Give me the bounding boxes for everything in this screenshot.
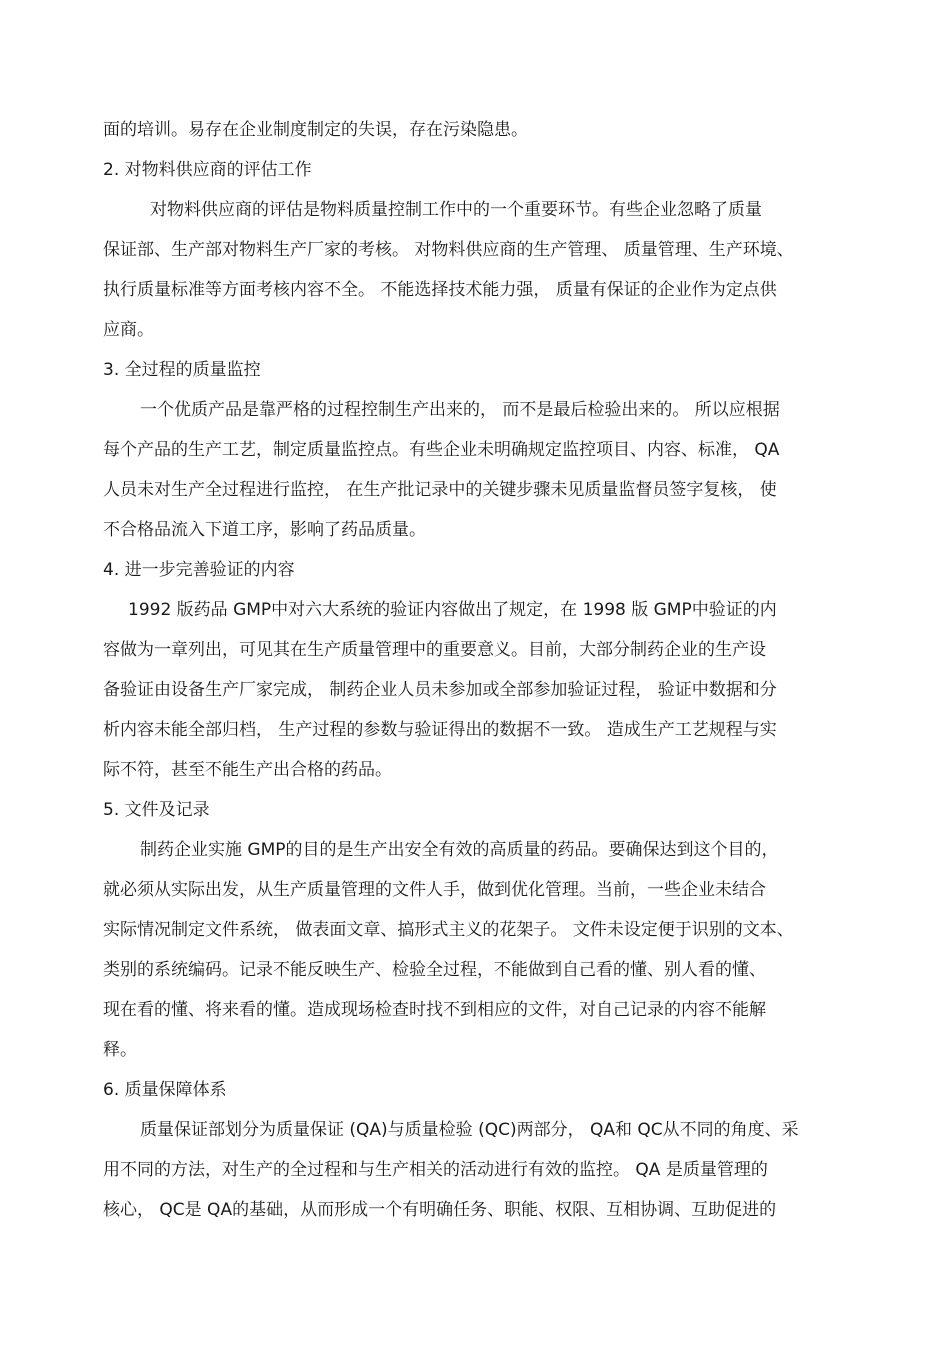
- paragraph-line: 执行质量标准等方面考核内容不全。 不能选择技术能力强， 质量有保证的企业作为定点供: [103, 280, 777, 300]
- paragraph-line: 实际情况制定文件系统， 做表面文章、搞形式主义的花架子。 文件未设定便于识别的文本、: [103, 920, 794, 940]
- paragraph-line: 面的培训。易存在企业制度制定的失误，存在污染隐患。: [103, 120, 528, 140]
- section-heading: 2. 对物料供应商的评估工作: [103, 160, 312, 180]
- paragraph-line: 1992 版药品 GMP中对六大系统的验证内容做出了规定，在 1998 版 GMP中验证的内: [128, 600, 777, 620]
- paragraph-line: 用不同的方法，对生产的全过程和与生产相关的活动进行有效的监控。 QA 是质量管理的: [103, 1160, 768, 1180]
- paragraph-line: 每个产品的生产工艺，制定质量监控点。有些企业未明确规定监控项目、内容、标准， QA: [103, 440, 780, 460]
- paragraph-line: 对物料供应商的评估是物料质量控制工作中的一个重要环节。有些企业忽略了质量: [150, 200, 762, 220]
- paragraph-line: 质量保证部划分为质量保证 (QA)与质量检验 (QC)两部分， QA和 QC从不同的角度、采: [140, 1120, 799, 1140]
- paragraph-line: 核心， QC是 QA的基础，从而形成一个有明确任务、职能、权限、互相协调、互助促进的: [103, 1200, 777, 1220]
- paragraph-line: 制药企业实施 GMP的目的是生产出安全有效的高质量的药品。要确保达到这个目的，: [140, 840, 779, 860]
- paragraph-line: 类别的系统编码。记录不能反映生产、检验全过程，不能做到自己看的懂、别人看的懂、: [103, 960, 766, 980]
- paragraph-line: 析内容未能全部归档， 生产过程的参数与验证得出的数据不一致。 造成生产工艺规程与实: [103, 720, 777, 740]
- paragraph-line: 释。: [103, 1040, 137, 1060]
- paragraph-line: 不合格品流入下道工序，影响了药品质量。: [103, 520, 426, 540]
- section-heading: 4. 进一步完善验证的内容: [103, 560, 295, 580]
- paragraph-line: 人员未对生产全过程进行监控， 在生产批记录中的关键步骤未见质量监督员签字复核， 使: [103, 480, 777, 500]
- paragraph-line: 应商。: [103, 320, 154, 340]
- paragraph-line: 备验证由设备生产厂家完成， 制药企业人员未参加或全部参加验证过程， 验证中数据和分: [103, 680, 777, 700]
- paragraph-line: 一个优质产品是靠严格的过程控制生产出来的， 而不是最后检验出来的。 所以应根据: [140, 400, 780, 420]
- section-heading: 5. 文件及记录: [103, 800, 210, 820]
- paragraph-line: 保证部、生产部对物料生产厂家的考核。 对物料供应商的生产管理、 质量管理、生产环境、: [103, 240, 794, 260]
- paragraph-line: 容做为一章列出，可见其在生产质量管理中的重要意义。目前，大部分制药企业的生产设: [103, 640, 766, 660]
- section-heading: 3. 全过程的质量监控: [103, 360, 261, 380]
- paragraph-line: 就必须从实际出发，从生产质量管理的文件人手，做到优化管理。当前，一些企业未结合: [103, 880, 766, 900]
- section-heading: 6. 质量保障体系: [103, 1080, 227, 1100]
- paragraph-line: 际不符，甚至不能生产出合格的药品。: [103, 760, 392, 780]
- paragraph-line: 现在看的懂、将来看的懂。造成现场检查时找不到相应的文件，对自己记录的内容不能解: [103, 1000, 766, 1020]
